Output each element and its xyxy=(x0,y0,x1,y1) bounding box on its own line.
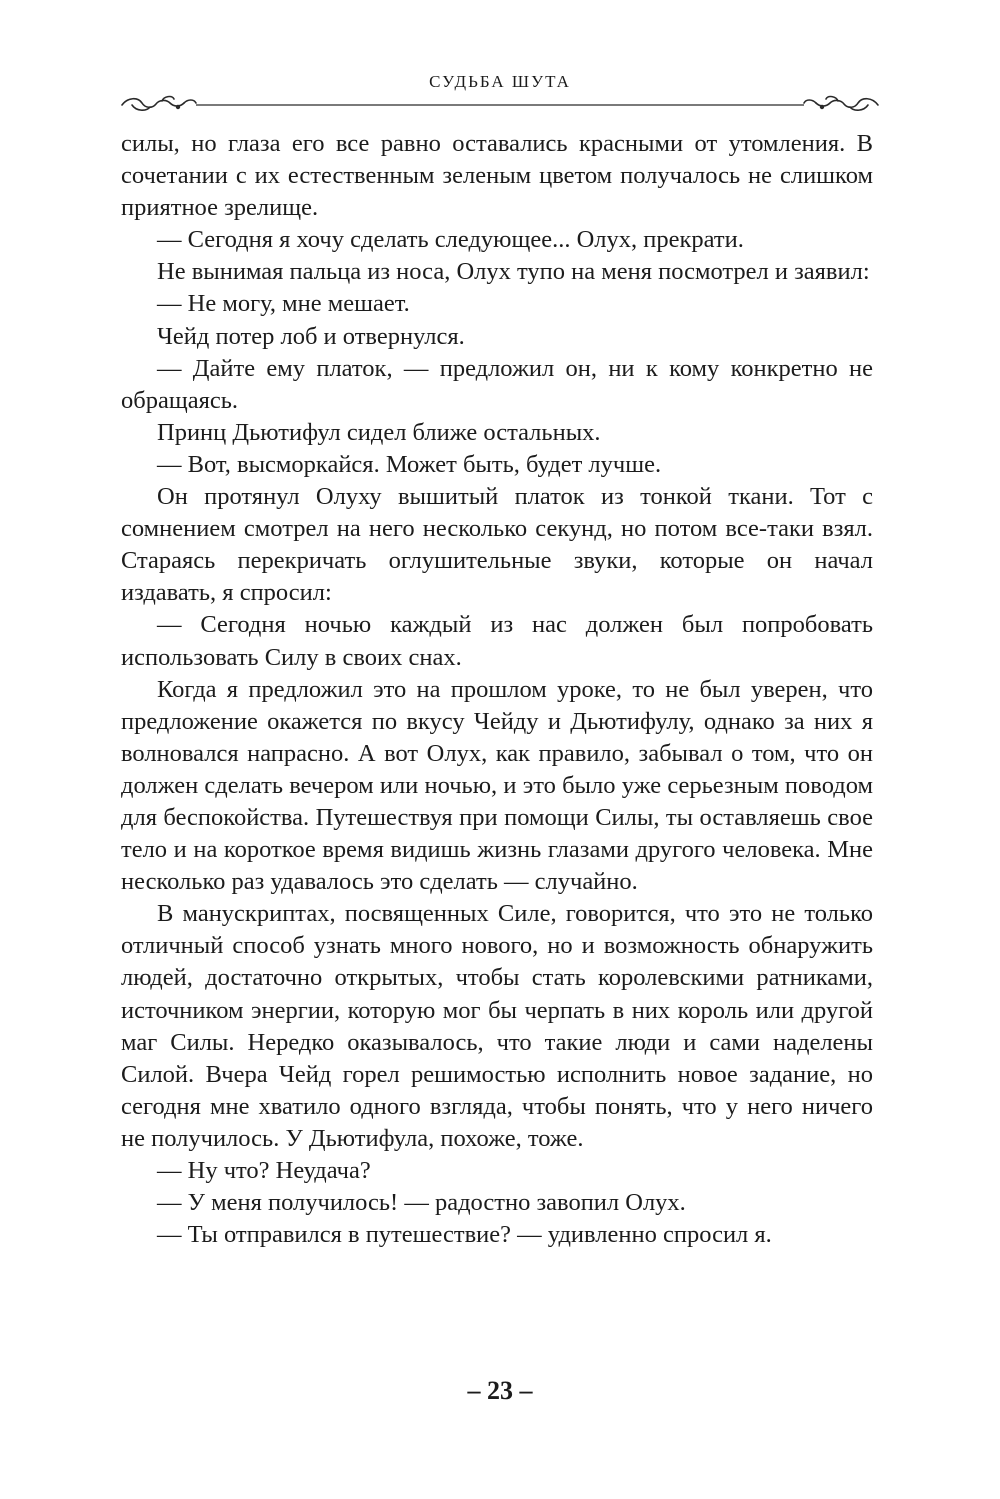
left-flourish-icon xyxy=(122,97,196,111)
paragraph-10: — Сегодня ночью каждый из нас должен был попробовать использовать Силу в своих снах. xyxy=(121,611,873,671)
paragraph-9: Он протянул Олуху вышитый платок из тонкой ткани. Тот с сомнением смотрел на него несколько секунд, но потом все-таки взял. Стараясь перекричать оглушительные звуки, которые он начал издавать, я спросил: xyxy=(121,483,873,607)
paragraph-4: — Не могу, мне мешает. xyxy=(157,290,410,318)
paragraph-11: Когда я предложил это на прошлом уроке, то не был уверен, что предложение окажется по вкусу Чейду и Дьютифулу, однако за них я волновался напрасно. А вот Олух, как правило, забывал о том, что он должен сделать вечером или ночью, и это было уже серьезным поводом для беспокойства. Путешествуя при помощи Силы, ты оставляешь свое тело и на короткое время видишь жизнь глазами другого человека. Мне несколько раз удавалось это сделать — случайно. xyxy=(121,675,873,896)
paragraph-1: силы, но глаза его все равно оставались красными от утомления. В сочетании с их естественным зеленым цветом получалось не слишком приятное зрелище. xyxy=(121,130,873,222)
paragraph-12: В манускриптах, посвященных Силе, говорится, что это не только отличный способ узнать много нового, но и возможность обнаружить людей, достаточно открытых, чтобы стать королевскими ратниками, источником энергии, которую мог бы черпать в них король или другой маг Силы. Нередко оказывалось, что такие люди и сами наделены Силой. Вчера Чейд горел решимостью исполнить новое задание, но сегодня мне хватило одного взгляда, чтобы понять, что у него ничего не получилось. У Дьютифула, похоже, тоже. xyxy=(121,900,873,1152)
paragraph-14: — У меня получилось! — радостно завопил Олух. xyxy=(157,1189,686,1217)
paragraph-8: — Вот, высморкайся. Может быть, будет лучше. xyxy=(157,450,662,478)
paragraph-15: — Ты отправился в путешествие? — удивленно спросил я. xyxy=(157,1221,772,1249)
page-number: – 23 – xyxy=(467,1376,533,1405)
paragraph-7: Принц Дьютифул сидел ближе остальных. xyxy=(157,418,601,446)
paragraph-13: — Ну что? Неудача? xyxy=(157,1157,371,1184)
flourish-rule xyxy=(118,93,882,117)
right-flourish-icon xyxy=(804,97,878,111)
running-title: СУДЬБА ШУТА xyxy=(429,72,571,91)
paragraph-2: — Сегодня я хочу сделать следующее... Олух, прекрати. xyxy=(157,226,744,254)
page-body xyxy=(121,128,873,1251)
paragraph-6: — Дайте ему платок, — предложил он, ни к кому конкретно не обращаясь. xyxy=(121,354,873,414)
paragraph-3: Не вынимая пальца из носа, Олух тупо на меня посмотрел и заявил: xyxy=(157,258,870,286)
paragraph-5: Чейд потер лоб и отвернулся. xyxy=(157,322,465,350)
